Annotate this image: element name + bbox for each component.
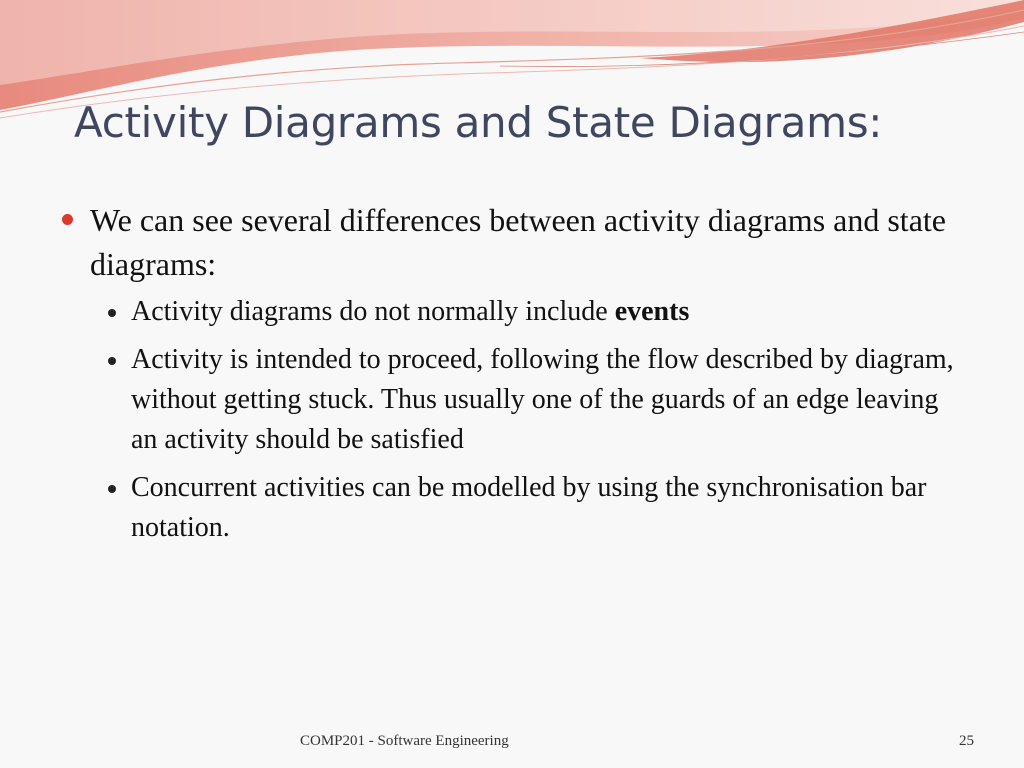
bullet-item: [62, 198, 962, 286]
sub-bullet-dot-icon: [108, 485, 116, 493]
bullet-dot-icon: [62, 214, 73, 225]
sub-bullet-bold-text: events: [614, 296, 690, 327]
slide-body: [62, 198, 962, 556]
sub-bullet-item: [62, 292, 962, 332]
sub-bullet-text: Activity is intended to proceed, following the flow described by diagram, without getting stuck. Thus usually one of the guards of an edge leaving an activity should be satisfied: [131, 344, 954, 455]
footer-page-number: 25: [959, 733, 974, 749]
sub-bullet-list: [62, 292, 962, 548]
sub-bullet-dot-icon: [108, 309, 116, 317]
slide-title: Activity Diagrams and State Diagrams:: [74, 98, 883, 147]
sub-bullet-text: Activity diagrams do not normally include: [131, 296, 615, 327]
sub-bullet-dot-icon: [108, 357, 116, 365]
footer-course-name: COMP201 - Software Engineering: [300, 733, 509, 749]
sub-bullet-text: Concurrent activities can be modelled by using the synchronisation bar notation.: [131, 472, 927, 543]
bullet-text: We can see several differences between activity diagrams and state diagrams:: [90, 202, 946, 282]
sub-bullet-item: [62, 468, 962, 548]
sub-bullet-item: [62, 340, 962, 460]
